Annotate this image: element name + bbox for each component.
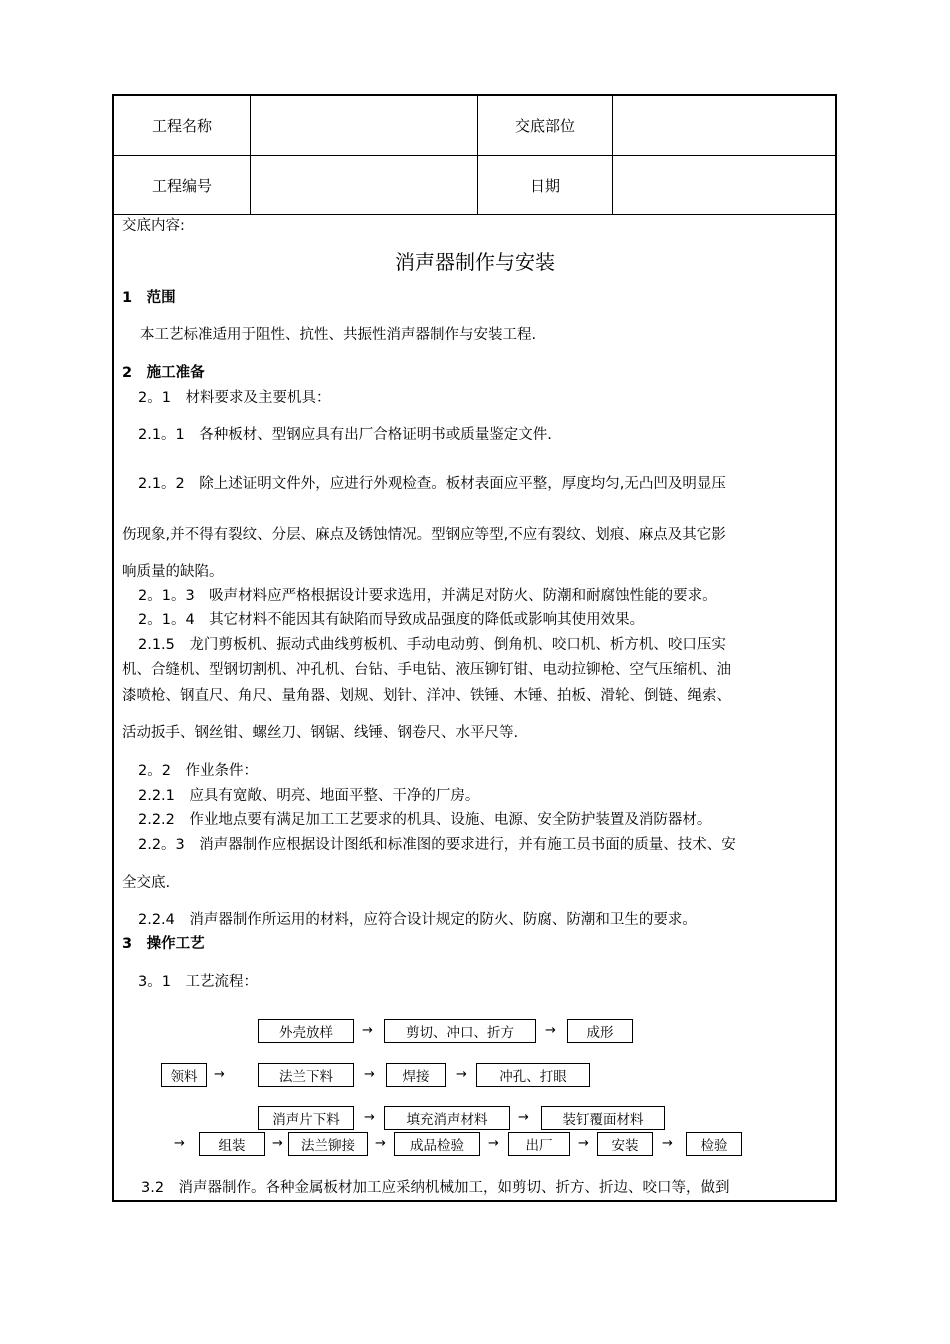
arrow-icon: → xyxy=(375,1136,386,1151)
disclosure-part-label: 交底部位 xyxy=(514,117,575,135)
date-value xyxy=(613,156,835,214)
paragraph: 漆喷枪、钢直尺、角尺、量角器、划规、划针、洋冲、铁锤、木锤、拍板、滑轮、倒链、绳索、 xyxy=(122,688,731,704)
doc-title: 消声器制作与安装 xyxy=(395,250,555,274)
flow-step-assembly: 组装 xyxy=(199,1132,265,1156)
paragraph: 2。2 作业条件： xyxy=(138,763,258,779)
header-row-1 xyxy=(114,96,835,156)
paragraph: 机、合缝机、型钢切割机、冲孔机、台钻、手电钻、液压铆钉钳、电动拉铆枪、空气压缩机、油 xyxy=(122,662,731,678)
project-no-value xyxy=(251,156,477,214)
paragraph: 2。1。3 吸声材料应严格根据设计要求选用，并满足对防火、防潮和耐腐蚀性能的要求。 xyxy=(138,588,717,604)
header-row-2 xyxy=(114,156,835,215)
paragraph: 2。1 材料要求及主要机具： xyxy=(138,390,331,406)
paragraph: 全交底. xyxy=(122,875,171,891)
flow-step-shell-layout: 外壳放样 xyxy=(258,1019,354,1043)
paragraph: 2.1.5 龙门剪板机、振动式曲线剪板机、手动电动剪、倒角机、咬口机、析方机、咬口压实 xyxy=(138,637,726,653)
flow-step-silencer-sheet-cutting: 消声片下料 xyxy=(258,1106,354,1130)
flow-step-installation: 安装 xyxy=(597,1132,653,1156)
paragraph: 3。1 工艺流程： xyxy=(138,974,258,990)
project-name-label: 工程名称 xyxy=(151,117,212,135)
paragraph: 2.1。2 除上述证明文件外，应进行外观检查。板材表面应平整，厚度均匀,无凸凹及明显压 xyxy=(138,476,726,492)
project-name-value xyxy=(251,96,477,155)
flow-step-punch-drill: 冲孔、打眼 xyxy=(476,1063,590,1087)
flow-step-final-inspection: 检验 xyxy=(686,1132,742,1156)
section-1-heading: 1 范围 xyxy=(122,290,176,306)
arrow-icon: → xyxy=(518,1110,529,1125)
arrow-icon: → xyxy=(578,1136,589,1151)
flow-step-cover-material: 装钉覆面材料 xyxy=(541,1106,665,1130)
paragraph: 3.2 消声器制作。各种金属板材加工应采纳机械加工，如剪切、折方、折边、咬口等，做到 xyxy=(141,1180,730,1196)
section-3-heading: 3 操作工艺 xyxy=(122,936,205,952)
project-no-label: 工程编号 xyxy=(151,176,212,195)
section-2-heading: 2 施工准备 xyxy=(122,365,205,381)
paragraph: 2。1。4 其它材料不能因其有缺陷而导致成品强度的降低或影响其使用效果。 xyxy=(138,612,645,628)
paragraph: 2.2.2 作业地点要有满足加工工艺要求的机具、设施、电源、安全防护装置及消防器材。 xyxy=(138,812,712,828)
disclosure-part-value xyxy=(613,96,835,155)
paragraph: 2.2.1 应具有宽敞、明亮、地面平整、干净的厂房。 xyxy=(138,788,480,804)
flow-step-forming: 成形 xyxy=(567,1019,633,1043)
paragraph: 本工艺标准适用于阻性、抗性、共振性消声器制作与安装工程. xyxy=(140,327,537,343)
intro-label: 交底内容: xyxy=(122,218,185,234)
arrow-icon: → xyxy=(662,1136,673,1151)
arrow-icon: → xyxy=(272,1136,283,1151)
paragraph: 2.1。1 各种板材、型钢应具有出厂合格证明书或质量鉴定文件. xyxy=(138,427,552,443)
flow-step-factory-exit: 出厂 xyxy=(508,1132,570,1156)
flow-step-cut-punch-fold: 剪切、冲口、折方 xyxy=(384,1019,536,1043)
paragraph: 2.2。3 消声器制作应根据设计图纸和标准图的要求进行，并有施工员书面的质量、技术、安 xyxy=(138,837,736,853)
flow-step-fill-absorbent: 填充消声材料 xyxy=(384,1106,510,1130)
arrow-icon: → xyxy=(362,1023,373,1038)
arrow-icon: → xyxy=(488,1136,499,1151)
flow-step-flange-riveting: 法兰铆接 xyxy=(288,1132,368,1156)
flow-step-flange-cutting: 法兰下料 xyxy=(258,1063,354,1087)
arrow-icon: → xyxy=(364,1110,375,1125)
arrow-icon: → xyxy=(545,1023,556,1038)
arrow-icon: → xyxy=(364,1067,375,1082)
paragraph: 活动扳手、钢丝钳、螺丝刀、钢锯、线锤、钢卷尺、水平尺等. xyxy=(122,725,519,741)
paragraph: 伤现象,并不得有裂纹、分层、麻点及锈蚀情况。型钢应等型,不应有裂纹、划痕、麻点及其它影 xyxy=(122,527,726,543)
paragraph: 响质量的缺陷。 xyxy=(122,564,224,580)
flow-step-product-inspection: 成品检验 xyxy=(394,1132,480,1156)
arrow-icon: → xyxy=(456,1067,467,1082)
arrow-icon: → xyxy=(214,1067,225,1082)
date-label: 日期 xyxy=(529,176,560,195)
paragraph: 2.2.4 消声器制作所运用的材料，应符合设计规定的防火、防腐、防潮和卫生的要求。 xyxy=(138,912,697,928)
flow-step-welding: 焊接 xyxy=(386,1063,446,1087)
arrow-icon: → xyxy=(174,1136,185,1151)
flow-step-material-pickup: 领料 xyxy=(161,1063,207,1087)
